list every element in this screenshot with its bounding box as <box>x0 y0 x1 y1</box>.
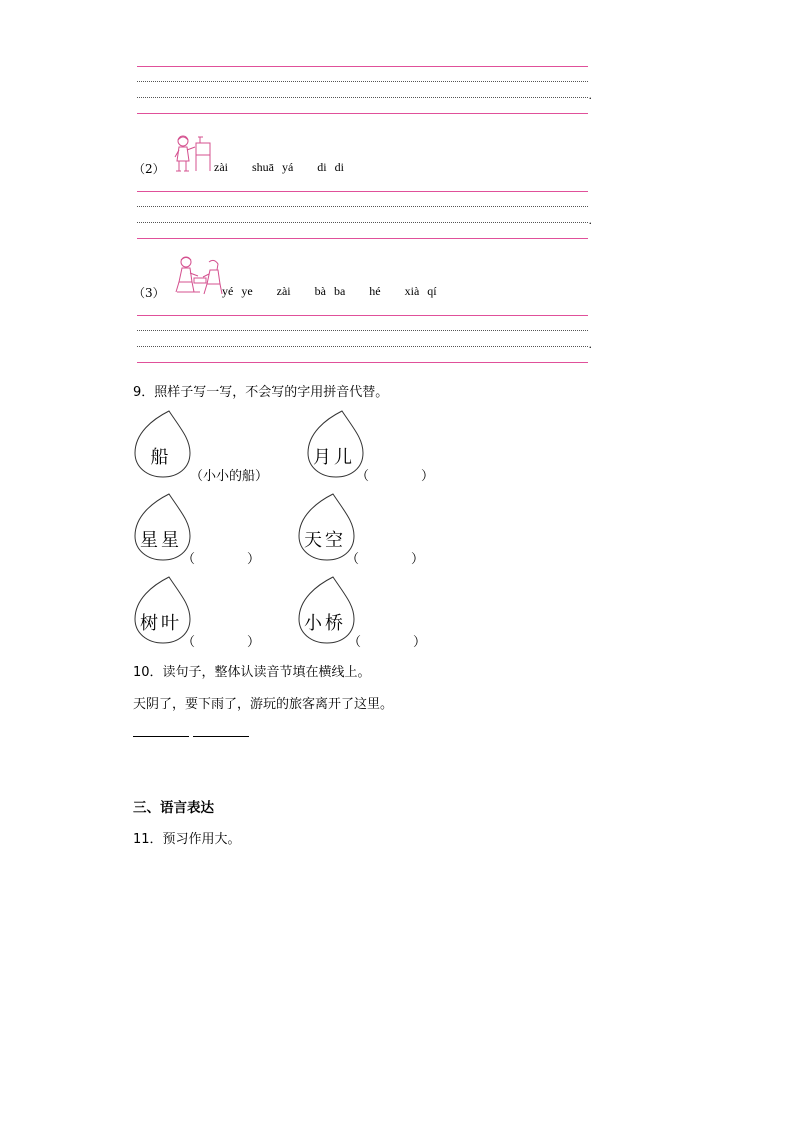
item-2-label: （2） <box>133 162 165 176</box>
girl-brushing-teeth-illustration <box>170 133 216 175</box>
answer-blank[interactable]: （ ） <box>182 635 261 650</box>
answer-line[interactable] <box>133 736 189 737</box>
answer-blank[interactable]: （ ） <box>356 469 435 484</box>
item-2-pinyin: zài shuā yá di di <box>214 160 344 174</box>
exercise-10-prompt: 10．读句子，整体认读音节填在横线上。 <box>133 665 371 680</box>
section-3-title: 三、语言表达 <box>133 800 214 816</box>
item-3-pinyin: yé ye zài bà ba hé xià qí <box>222 284 437 298</box>
drop-word: 小桥 <box>304 613 346 634</box>
answer-line[interactable] <box>193 736 249 737</box>
answer-blank[interactable]: （ ） <box>182 552 261 567</box>
answer-blank[interactable]: （ ） <box>346 552 425 567</box>
exercise-9-prompt: 9．照样子写一写，不会写的字用拼音代替。 <box>133 385 389 400</box>
drop-word: 船 <box>150 447 172 468</box>
writing-lines-1[interactable] <box>137 66 592 114</box>
item-3-label: （3） <box>133 286 165 300</box>
drop-word: 树叶 <box>140 613 182 634</box>
period-mark: . <box>588 338 592 351</box>
period-mark: . <box>588 89 592 102</box>
drop-word: 天空 <box>304 530 346 551</box>
writing-lines-3[interactable] <box>137 315 592 363</box>
drop-word-box <box>133 409 193 479</box>
writing-lines-2[interactable] <box>137 191 592 239</box>
drop-word: 星星 <box>140 530 182 551</box>
exercise-10-sentence: 天阴了，要下雨了，游玩的旅客离开了这里。 <box>133 697 394 712</box>
period-mark: . <box>588 214 592 227</box>
answer-blank[interactable]: （ ） <box>348 635 427 650</box>
drop-word: 月儿 <box>313 447 355 468</box>
example-answer: （小小的船） <box>190 469 269 484</box>
grandpa-playing-chess-illustration <box>174 254 224 298</box>
exercise-11-prompt: 11．预习作用大。 <box>133 832 241 847</box>
